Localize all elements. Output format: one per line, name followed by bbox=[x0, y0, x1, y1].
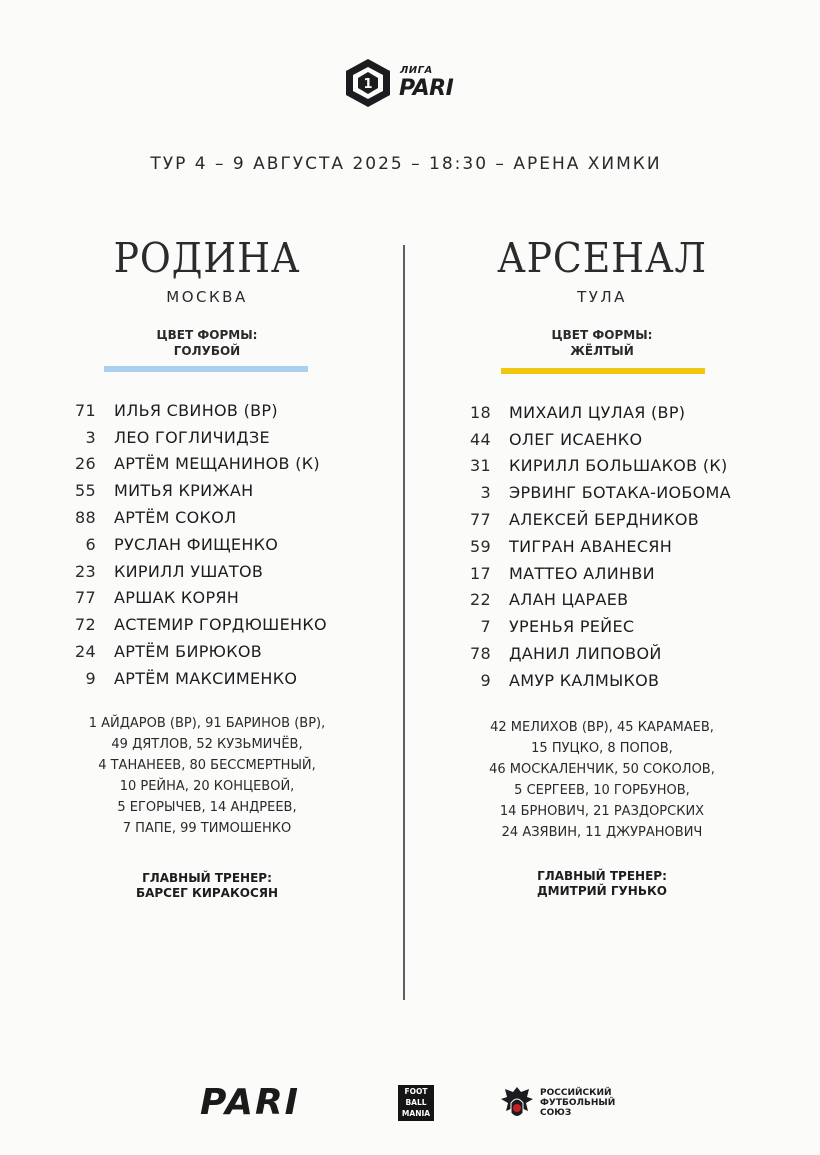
player-number: 22 bbox=[470, 590, 491, 610]
away-kit-color: ЖЁЛТЫЙ bbox=[570, 344, 634, 358]
player-number: 72 bbox=[75, 615, 96, 635]
away-coach bbox=[452, 869, 752, 899]
substitutes-line: 42 МЕЛИХОВ (ВР), 45 КАРАМАЕВ, bbox=[490, 720, 714, 735]
home-kit-label: ЦВЕТ ФОРМЫ: bbox=[156, 328, 258, 342]
substitutes-line: 24 АЗЯВИН, 11 ДЖУРАНОВИЧ bbox=[501, 825, 703, 840]
footballmania-logo bbox=[398, 1085, 434, 1121]
center-divider bbox=[403, 245, 405, 1000]
away-kit-color-bar bbox=[501, 368, 705, 374]
player-number: 18 bbox=[470, 402, 491, 422]
player-number: 31 bbox=[470, 456, 491, 476]
match-info: ТУР 4 – 9 АВГУСТА 2025 – 18:30 – АРЕНА ХИМКИ bbox=[150, 154, 662, 174]
rfs-line: СОЮЗ bbox=[540, 1108, 572, 1118]
player-row bbox=[60, 504, 327, 531]
substitutes-line: 7 ПАПЕ, 99 ТИМОШЕНКО bbox=[122, 821, 292, 836]
player-name: ДАНИЛ ЛИПОВОЙ bbox=[509, 644, 662, 664]
player-number: 44 bbox=[470, 429, 491, 449]
rfs-line: ФУТБОЛЬНЫЙ bbox=[540, 1098, 616, 1108]
player-row bbox=[60, 424, 327, 451]
away-coach-label: ГЛАВНЫЙ ТРЕНЕР: bbox=[537, 869, 667, 883]
player-row bbox=[455, 613, 731, 640]
rfs-logo-text bbox=[540, 1088, 615, 1118]
player-row bbox=[60, 477, 327, 504]
player-row bbox=[455, 667, 731, 694]
home-substitutes bbox=[57, 713, 357, 839]
player-number: 77 bbox=[75, 588, 96, 608]
player-name: АРШАК КОРЯН bbox=[114, 588, 240, 608]
away-kit-info bbox=[452, 327, 752, 359]
player-name: АРТЁМ МАКСИМЕНКО bbox=[114, 668, 298, 688]
home-team-header bbox=[57, 228, 357, 306]
player-number: 55 bbox=[75, 481, 96, 501]
pari-sponsor-logo: PARI bbox=[200, 1082, 301, 1123]
league-hexagon-icon bbox=[343, 57, 393, 109]
league-logo bbox=[343, 57, 473, 111]
player-row bbox=[455, 453, 731, 480]
player-number: 7 bbox=[480, 617, 491, 637]
player-row bbox=[60, 451, 327, 478]
away-coach-name: ДМИТРИЙ ГУНЬКО bbox=[536, 884, 667, 898]
player-number: 24 bbox=[75, 642, 96, 662]
player-name: ИЛЬЯ СВИНОВ (ВР) bbox=[114, 400, 278, 420]
player-number: 59 bbox=[470, 536, 491, 556]
player-row bbox=[60, 558, 327, 585]
player-name: МИХАИЛ ЦУЛАЯ (ВР) bbox=[509, 402, 686, 422]
player-number: 77 bbox=[470, 510, 491, 530]
player-row bbox=[455, 560, 731, 587]
player-name: АЛЕКСЕЙ БЕРДНИКОВ bbox=[509, 510, 700, 530]
substitutes-line: 46 МОСКАЛЕНЧИК, 50 СОКОЛОВ, bbox=[489, 762, 715, 777]
away-team-city: ТУЛА bbox=[577, 288, 627, 306]
player-name: УРЕНЬЯ РЕЙЕС bbox=[509, 617, 635, 637]
player-row bbox=[60, 397, 327, 424]
player-number: 9 bbox=[480, 670, 491, 690]
league-logo-liga: ЛИГА bbox=[400, 65, 433, 76]
player-number: 6 bbox=[85, 534, 96, 554]
player-name: АМУР КАЛМЫКОВ bbox=[509, 670, 660, 690]
rfs-eagle-emblem-icon bbox=[499, 1083, 535, 1123]
league-logo-brand: PARI bbox=[399, 76, 454, 101]
home-coach-label: ГЛАВНЫЙ ТРЕНЕР: bbox=[142, 871, 272, 885]
footballmania-line: BALL bbox=[405, 1098, 427, 1107]
player-number: 17 bbox=[470, 563, 491, 583]
player-name: КИРИЛЛ БОЛЬШАКОВ (К) bbox=[509, 456, 728, 476]
player-number: 78 bbox=[470, 644, 491, 664]
player-row bbox=[455, 506, 731, 533]
player-name: КИРИЛЛ УШАТОВ bbox=[114, 561, 264, 581]
player-row bbox=[455, 426, 731, 453]
player-name: ОЛЕГ ИСАЕНКО bbox=[509, 429, 643, 449]
away-team-name: АРСЕНАЛ bbox=[497, 234, 707, 282]
player-number: 9 bbox=[85, 668, 96, 688]
player-number: 71 bbox=[75, 400, 96, 420]
league-emblem-number: 1 bbox=[363, 77, 373, 92]
player-name: РУСЛАН ФИЩЕНКО bbox=[114, 534, 279, 554]
player-row bbox=[60, 531, 327, 558]
rfs-line: РОССИЙСКИЙ bbox=[540, 1088, 612, 1098]
footballmania-line: MANIA bbox=[401, 1109, 431, 1118]
player-number: 3 bbox=[85, 427, 96, 447]
substitutes-line: 49 ДЯТЛОВ, 52 КУЗЬМИЧЁВ, bbox=[111, 737, 303, 752]
player-row bbox=[455, 479, 731, 506]
home-team-city: МОСКВА bbox=[166, 288, 248, 306]
home-kit-color: ГОЛУБОЙ bbox=[173, 344, 241, 358]
substitutes-line: 1 АЙДАРОВ (ВР), 91 БАРИНОВ (ВР), bbox=[88, 716, 326, 731]
away-substitutes bbox=[452, 717, 752, 843]
player-number: 3 bbox=[480, 483, 491, 503]
away-team-header bbox=[452, 228, 752, 306]
substitutes-line: 5 ЕГОРЫЧЕВ, 14 АНДРЕЕВ, bbox=[117, 800, 297, 815]
player-number: 88 bbox=[75, 508, 96, 528]
player-row bbox=[60, 638, 327, 665]
home-kit-color-bar bbox=[104, 366, 308, 372]
player-row bbox=[455, 640, 731, 667]
player-name: ЭРВИНГ БОТАКА-ИОБОМА bbox=[509, 483, 731, 503]
player-row bbox=[455, 399, 731, 426]
substitutes-line: 10 РЕЙНА, 20 КОНЦЕВОЙ, bbox=[119, 779, 295, 794]
player-row bbox=[60, 611, 327, 638]
substitutes-line: 14 БРНОВИЧ, 21 РАЗДОРСКИХ bbox=[499, 804, 705, 819]
substitutes-line: 15 ПУЦКО, 8 ПОПОВ, bbox=[531, 741, 673, 756]
player-name: АЛАН ЦАРАЕВ bbox=[509, 590, 629, 610]
player-name: АРТЁМ МЕЩАНИНОВ (К) bbox=[114, 454, 320, 474]
home-coach bbox=[57, 871, 357, 901]
player-row bbox=[60, 665, 327, 692]
substitutes-line: 4 ТАНАНЕЕВ, 80 БЕССМЕРТНЫЙ, bbox=[98, 758, 316, 773]
home-team-name: РОДИНА bbox=[113, 234, 301, 282]
player-name: АРТЁМ БИРЮКОВ bbox=[114, 642, 263, 662]
substitutes-line: 5 СЕРГЕЕВ, 10 ГОРБУНОВ, bbox=[514, 783, 690, 798]
player-row bbox=[60, 585, 327, 612]
player-name: МАТТЕО АЛИНВИ bbox=[509, 563, 655, 583]
player-name: МИТЬЯ КРИЖАН bbox=[114, 481, 254, 501]
player-row bbox=[455, 533, 731, 560]
player-name: ТИГРАН АВАНЕСЯН bbox=[509, 536, 673, 556]
player-number: 23 bbox=[75, 561, 96, 581]
footballmania-line: FOOT bbox=[404, 1087, 428, 1096]
player-name: АСТЕМИР ГОРДЮШЕНКО bbox=[114, 615, 327, 635]
home-coach-name: БАРСЕГ КИРАКОСЯН bbox=[135, 886, 279, 900]
player-name: АРТЁМ СОКОЛ bbox=[114, 508, 237, 528]
player-row bbox=[455, 587, 731, 614]
away-kit-label: ЦВЕТ ФОРМЫ: bbox=[551, 328, 653, 342]
player-number: 26 bbox=[75, 454, 96, 474]
home-kit-info bbox=[57, 327, 357, 359]
away-lineup bbox=[455, 399, 731, 694]
player-name: ЛЕО ГОГЛИЧИДЗЕ bbox=[114, 427, 270, 447]
home-lineup bbox=[60, 397, 327, 692]
